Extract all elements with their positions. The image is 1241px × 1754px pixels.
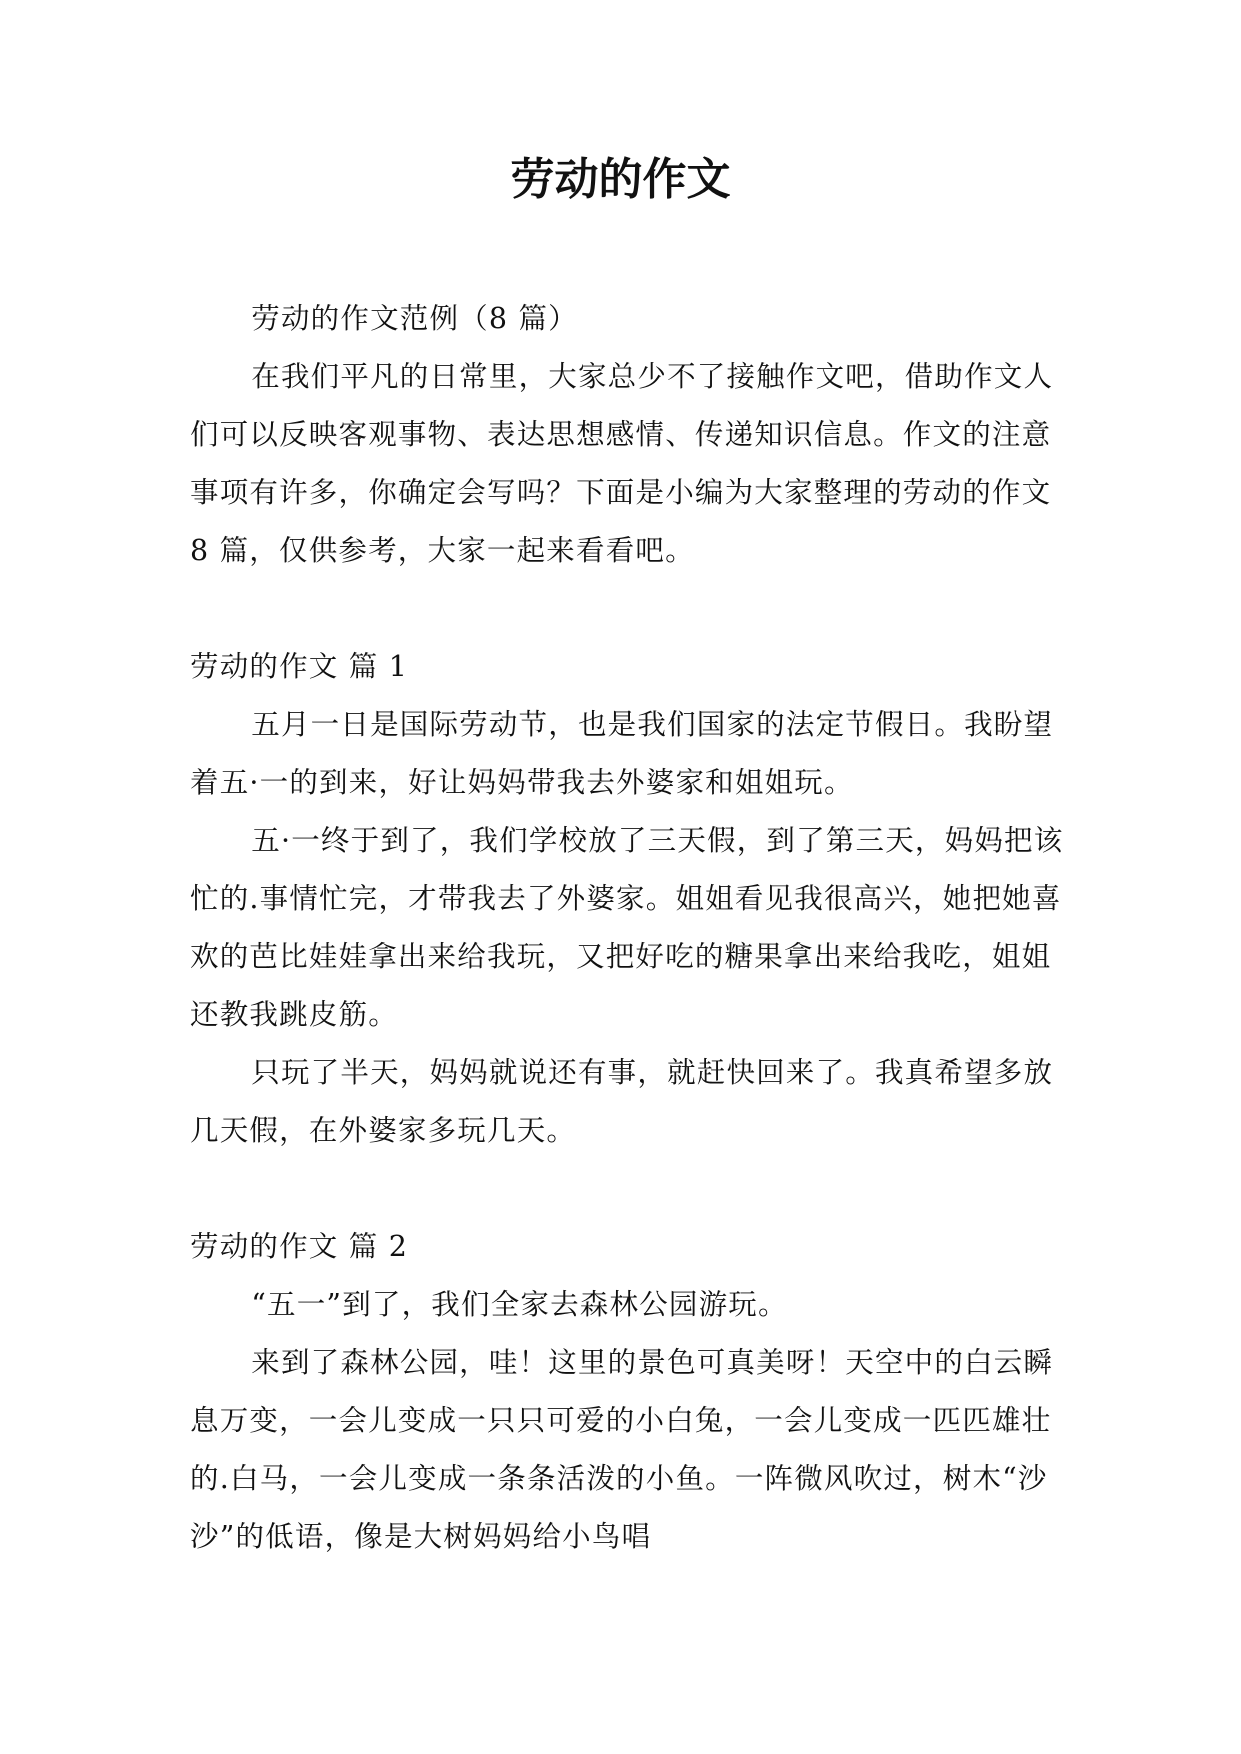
section-1-paragraph-2: 五·一终于到了，我们学校放了三天假，到了第三天，妈妈把该忙的.事情忙完，才带我去了外婆家。姐姐看见我很高兴，她把她喜欢的芭比娃娃拿出来给我玩，又把好吃的糖果拿出来给我吃，姐姐还教我跳皮筋。 (190, 824, 1064, 1031)
section-heading-1: 劳动的作文 篇 1 (190, 650, 409, 683)
section-1-paragraph-3: 只玩了半天，妈妈就说还有事，就赶快回来了。我真希望多放几天假，在外婆家多玩几天。 (190, 1056, 1054, 1147)
section-2-paragraph-2: 来到了森林公园，哇！这里的景色可真美呀！天空中的白云瞬息万变，一会儿变成一只只可爱的小白兔，一会儿变成一匹匹雄壮的.白马，一会儿变成一条条活泼的小鱼。一阵微风吹过，树木“沙沙”的低语，像是大树妈妈给小鸟唱 (190, 1346, 1054, 1553)
intro-paragraph: 在我们平凡的日常里，大家总少不了接触作文吧，借助作文人们可以反映客观事物、表达思想感情、传递知识信息。作文的注意事项有许多，你确定会写吗？下面是小编为大家整理的劳动的作文 8 篇，仅供参考，大家一起来看看吧。 (190, 360, 1054, 567)
intro-subtitle: 劳动的作文范例（8 篇） (251, 302, 578, 335)
document-title: 劳动的作文 (510, 154, 731, 205)
section-heading-2: 劳动的作文 篇 2 (190, 1230, 409, 1263)
section-1-paragraph-1: 五月一日是国际劳动节，也是我们国家的法定节假日。我盼望着五·一的到来，好让妈妈带我去外婆家和姐姐玩。 (190, 708, 1054, 799)
section-2-paragraph-1: “五一”到了，我们全家去森林公园游玩。 (251, 1288, 788, 1321)
document-body (190, 290, 1080, 1566)
